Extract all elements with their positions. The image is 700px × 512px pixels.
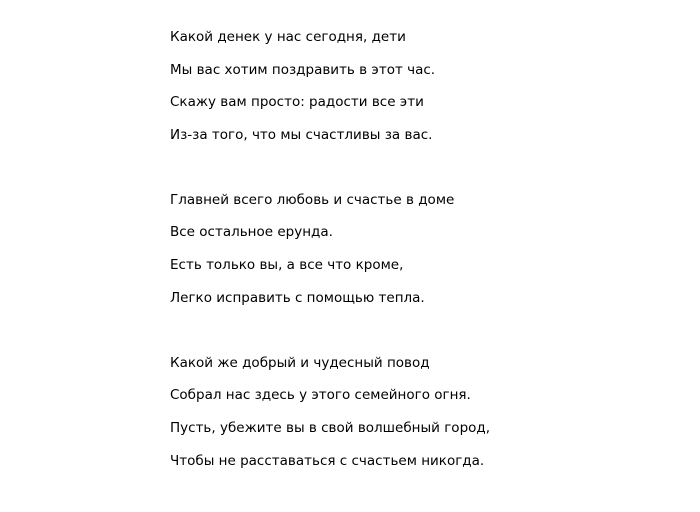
poem-text <box>170 24 670 512</box>
poem-line: Пусть, убежите вы в свой волшебный город, <box>170 419 491 436</box>
poem-line: Чтобы не расставаться с счастьем никогда. <box>170 452 485 469</box>
poem-line: Из-за того, что мы счастливы за вас. <box>170 127 433 144</box>
poem-line: Собрал нас здесь у этого семейного огня. <box>170 387 471 404</box>
stanza-3 <box>170 350 670 481</box>
poem-line: Легко исправить с помощью тепла. <box>170 289 425 306</box>
poem-line: Главней всего любовь и счастье в доме <box>170 191 455 208</box>
stanza-2 <box>170 187 670 318</box>
poem-line: Все остальное ерунда. <box>170 224 333 241</box>
poem-line: Мы вас хотим поздравить в этот час. <box>170 61 436 78</box>
poem-line: Какой же добрый и чудесный повод <box>170 354 430 371</box>
poem-line: Есть только вы, а все что кроме, <box>170 257 404 274</box>
stanza-1 <box>170 24 670 155</box>
poem-line: Какой денек у нас сегодня, дети <box>170 29 406 45</box>
poem-line: Скажу вам просто: радости все эти <box>170 94 424 111</box>
